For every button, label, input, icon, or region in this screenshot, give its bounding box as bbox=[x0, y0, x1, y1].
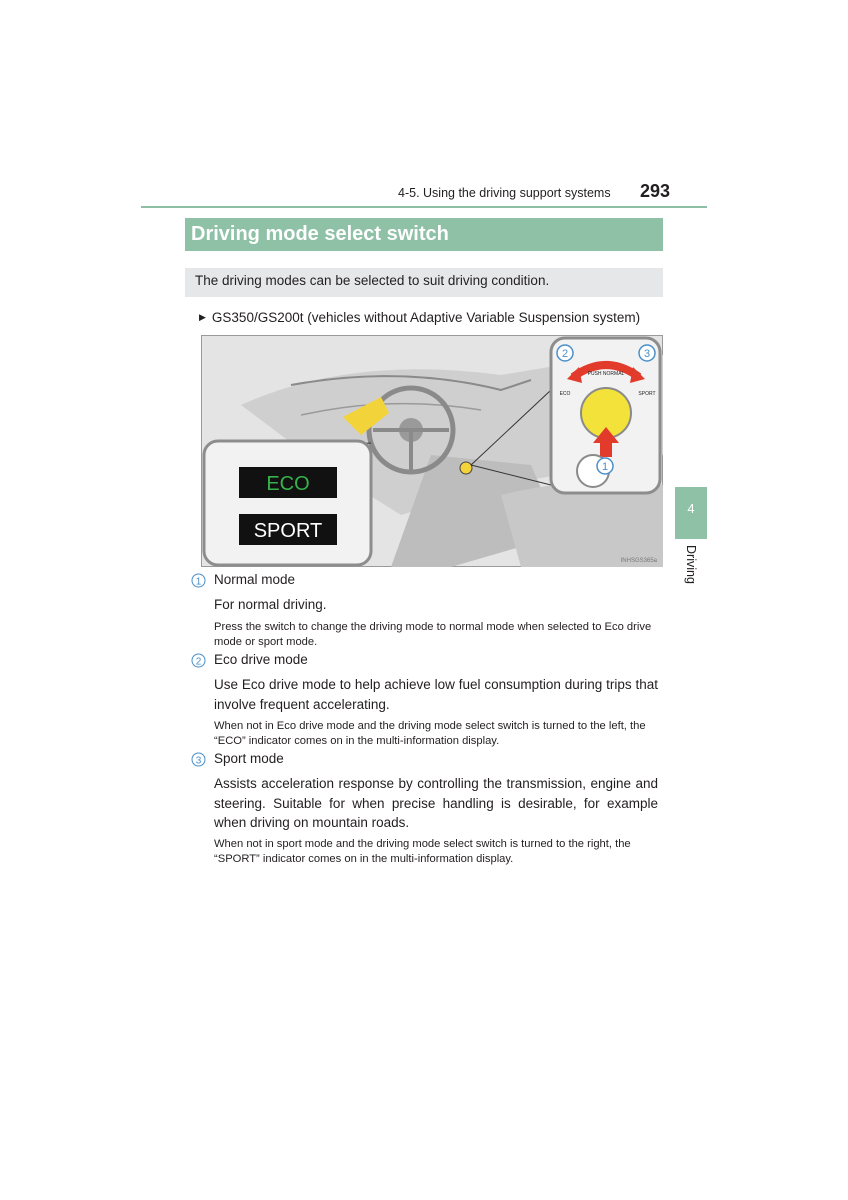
svg-text:1: 1 bbox=[195, 576, 202, 588]
variant-line bbox=[199, 310, 640, 325]
item-note-normal: Press the switch to change the driving mode to normal mode when selected to Eco drive mode or sport mode. bbox=[214, 621, 652, 648]
item-note-sport: When not in sport mode and the driving mode select switch is turned to the right, the “SPORT” indicator comes on in the multi-information display. bbox=[214, 838, 631, 865]
item-body-eco: Use Eco drive mode to help achieve low fuel consumption during trips that involve frequent accelerating. bbox=[214, 677, 658, 712]
switch-label-normal: PUSH NORMAL bbox=[587, 371, 625, 377]
chapter-label: Driving bbox=[684, 545, 698, 584]
svg-text:2: 2 bbox=[195, 656, 202, 668]
switch-label-sport: SPORT bbox=[638, 391, 656, 397]
header-rule bbox=[141, 206, 707, 208]
illustration bbox=[201, 335, 663, 567]
variant-text: GS350/GS200t (vehicles without Adaptive Variable Suspension system) bbox=[211, 310, 641, 325]
callout-3: 3 bbox=[643, 348, 651, 360]
triangle-bullet-icon: ▶ bbox=[199, 312, 206, 322]
callout-2: 2 bbox=[561, 348, 569, 360]
section-title: Driving mode select switch bbox=[185, 218, 663, 251]
display-sport: SPORT bbox=[253, 520, 323, 542]
svg-text:3: 3 bbox=[195, 755, 202, 767]
item-body-sport: Assists acceleration response by controlling the transmission, engine and steering. Suitable for when precise handling is desirable, for example when driving on mountain roads. bbox=[214, 776, 658, 830]
item-note-eco: When not in Eco drive mode and the driving mode select switch is turned to the left, the “ECO” indicator comes on in the multi-information display. bbox=[214, 720, 646, 747]
callout-1: 1 bbox=[601, 461, 609, 473]
page-number: 293 bbox=[640, 181, 671, 201]
display-eco: ECO bbox=[266, 473, 310, 495]
item-body-normal: For normal driving. bbox=[214, 597, 327, 612]
chapter-tab[interactable]: 4 bbox=[675, 487, 707, 539]
item-title-sport: Sport mode bbox=[214, 751, 284, 766]
item-number-3 bbox=[191, 752, 206, 767]
switch-label-eco: ECO bbox=[559, 391, 571, 397]
image-code: INHSGS365a bbox=[620, 558, 657, 564]
item-title-normal: Normal mode bbox=[214, 572, 296, 587]
item-number-2 bbox=[191, 653, 206, 668]
header-section-title: 4-5. Using the driving support systems bbox=[398, 186, 611, 200]
intro-text: The driving modes can be selected to suit driving condition. bbox=[185, 268, 663, 297]
item-title-eco: Eco drive mode bbox=[214, 652, 308, 667]
item-number-1 bbox=[191, 573, 206, 588]
